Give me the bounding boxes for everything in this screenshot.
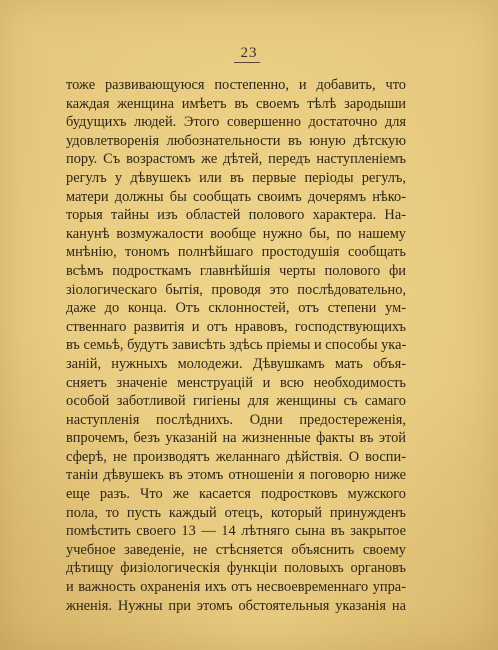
text-line: тоже развивающуюся постепенно, и добавить, что [66, 77, 406, 93]
text-line: жненія. Нужны при этомъ обстоятельныя указанія на [66, 597, 406, 614]
text-line: заній, нужныхъ молодежи. Дѣвушкамъ мать объя- [66, 355, 406, 372]
text-line: учебное заведеніе, не стѣсняется объяснить своему [66, 541, 406, 558]
text-line: даже до конца. Отъ склонностей, отъ степени ум- [66, 300, 406, 317]
text-line: удовлетворенія любознательности въ юную дѣтскую [66, 132, 406, 149]
text-line: зіологическаго бытія, проводя это послѣдовательно, [66, 281, 406, 298]
text-line: еще разъ. Что же касается подростковъ мужского [66, 486, 406, 503]
text-line: торыя тайны изъ областей полового характера. На- [66, 207, 406, 224]
text-line: сняетъ значеніе менструацій и всю необходимость [66, 374, 406, 391]
text-line: помѣстить своего 13 — 14 лѣтняго сына въ закрытое [66, 523, 406, 540]
text-line: матери должны бы сообщать своимъ дочерямъ нѣко- [66, 188, 406, 205]
text-line: мнѣнію, тономъ полнѣйшаго простодушія сообщать [66, 244, 406, 261]
text-line: въ семьѣ, будутъ зависѣть здѣсь пріемы и способы ука- [66, 337, 407, 354]
text-line: и важность охраненія ихъ отъ несвоевременнаго упра- [66, 579, 406, 596]
text-line: каждая женщина имѣетъ въ своемъ тѣлѣ зародыши [66, 95, 406, 112]
text-line: всѣмъ подросткамъ главнѣйшія черты полового фи [66, 262, 406, 279]
text-line: впрочемъ, безъ указаній на жизненные факты въ этой [66, 430, 406, 447]
text-line: сферѣ, не производятъ желаннаго дѣйствія. О воспи- [66, 448, 406, 465]
page-header [0, 42, 498, 62]
header-rule [234, 62, 260, 63]
page-number: 23 [240, 45, 258, 61]
text-line: регулъ у дѣвушекъ или въ первые періоды регулъ, [66, 169, 406, 186]
text-line: особой заботливой гигіены для женщины съ самаго [66, 393, 406, 410]
text-line: ственнаго развитія и отъ нравовъ, господствующихъ [66, 318, 406, 335]
text-line: пору. Съ возрастомъ же дѣтей, передъ наступленіемъ [66, 151, 406, 168]
text-line: таніи дѣвушекъ въ этомъ отношеніи я поговорю ниже [66, 467, 406, 484]
body-text [66, 76, 406, 615]
text-line: дѣтищу физіологическія функціи половыхъ органовъ [66, 560, 406, 577]
text-line: пола, то пусть каждый отецъ, который принужденъ [66, 504, 406, 521]
text-line: канунѣ возмужалости вообще нужно бы, по нашему [66, 225, 406, 242]
text-line: будущихъ людей. Этого совершенно достаточно для [66, 114, 406, 131]
text-line: наступленія послѣднихъ. Одни предостереженія, [66, 411, 406, 428]
